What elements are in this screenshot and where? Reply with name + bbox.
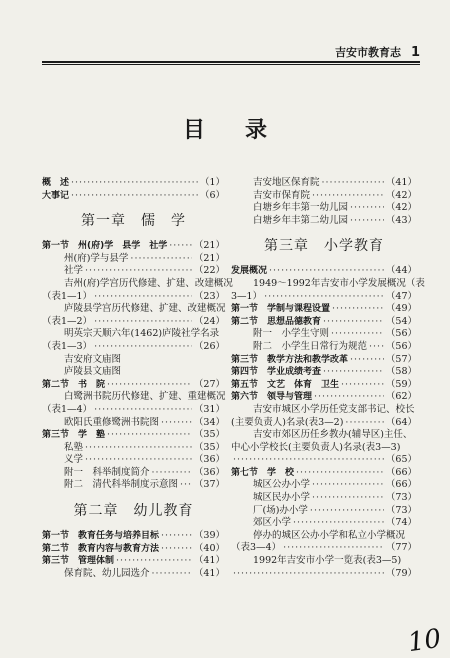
dot-leader xyxy=(314,391,384,404)
toc-entry[interactable] xyxy=(231,303,417,316)
toc-entry[interactable] xyxy=(231,366,417,379)
toc-entry-page: （41） xyxy=(193,567,225,579)
toc-entry-page: （35） xyxy=(193,429,225,441)
page-number: 1 xyxy=(410,44,420,60)
dot-leader xyxy=(233,454,384,467)
toc-entry-label: 厂(场)办小学 xyxy=(253,504,308,516)
chapter-heading[interactable]: 第三章 小学教育 xyxy=(264,238,384,255)
toc-entry[interactable] xyxy=(231,265,417,278)
dot-leader xyxy=(350,354,384,367)
toc-entry-label: （表1—3） xyxy=(42,340,93,352)
dot-leader xyxy=(116,555,192,568)
dot-leader xyxy=(264,291,384,304)
toc-entry-label: （表1—4） xyxy=(42,403,93,415)
toc-entry-label: 第一节 州(府)学 县学 社学 xyxy=(42,241,168,252)
dot-leader xyxy=(332,303,384,316)
toc-entry-label: 概 述 xyxy=(42,178,70,188)
toc-entry-label: 发展概况 xyxy=(231,266,268,277)
dot-leader xyxy=(107,429,192,442)
toc-entry-page: （6） xyxy=(199,189,225,201)
toc-entry-page: （43） xyxy=(385,214,417,226)
dot-leader xyxy=(161,530,192,543)
toc-entry-page: （21） xyxy=(193,240,225,252)
toc-entry[interactable] xyxy=(231,291,417,304)
dot-leader xyxy=(269,265,384,278)
toc-entry-page: （24） xyxy=(193,315,225,327)
toc-entry-label: 明英宗天顺六年(1462)庐陵社学名录 xyxy=(64,328,220,340)
dot-leader xyxy=(169,240,192,253)
toc-entry-label: （表1—2） xyxy=(42,315,93,327)
toc-entry[interactable] xyxy=(42,328,225,341)
dot-leader xyxy=(94,316,192,329)
dot-leader xyxy=(71,190,198,203)
toc-entry-page: （23） xyxy=(193,290,225,302)
toc-entry[interactable] xyxy=(42,354,225,367)
toc-entry-page: （66） xyxy=(385,479,417,491)
toc-entry-label: 第七节 学 校 xyxy=(231,467,295,478)
toc-entry[interactable] xyxy=(231,202,417,215)
toc-entry-page: （73） xyxy=(385,504,417,516)
toc-entry-label: 第二节 思想品德教育 xyxy=(231,316,322,327)
toc-entry-label: 吉安地区保育院 xyxy=(253,177,320,188)
toc-entry-page: （34） xyxy=(193,416,225,428)
toc-entry-page: （58） xyxy=(385,366,417,378)
header-rule-thick xyxy=(42,61,420,63)
toc-entry-label: 保育院、幼儿园选介 xyxy=(64,567,150,579)
toc-entry[interactable] xyxy=(231,404,417,417)
toc-entry-label: 第四节 学业成绩考查 xyxy=(231,367,322,378)
dot-leader xyxy=(161,543,192,556)
toc-entry-page: （79） xyxy=(385,567,417,579)
toc-entry-page: （41） xyxy=(385,177,417,188)
toc-entry[interactable] xyxy=(231,379,417,392)
toc-entry-page: （37） xyxy=(193,479,225,491)
toc-entry-page: （66） xyxy=(385,466,417,478)
dot-leader xyxy=(293,517,384,530)
dot-leader xyxy=(107,379,192,392)
toc-entry-page: （56） xyxy=(385,328,417,340)
dot-leader xyxy=(180,479,192,492)
chapter-heading[interactable]: 第二章 幼儿教育 xyxy=(73,503,194,520)
toc-entry-label: 第二节 教育内容与教育方法 xyxy=(42,543,160,554)
toc-entry-page: （54） xyxy=(385,315,417,327)
toc-entry[interactable] xyxy=(231,530,417,543)
toc-entry-page: （1） xyxy=(199,177,225,188)
toc-entry[interactable] xyxy=(231,316,417,329)
toc-entry-page: （41） xyxy=(193,555,225,567)
toc-entry-label: 附一 小学生守则 xyxy=(253,328,330,340)
toc-entry-label: 城区民办小学 xyxy=(253,492,311,504)
dot-leader xyxy=(130,253,191,266)
toc-entry[interactable] xyxy=(42,265,225,278)
toc-entry[interactable] xyxy=(42,555,225,568)
dot-leader xyxy=(85,454,192,467)
toc-entry[interactable] xyxy=(42,341,225,354)
toc-entry[interactable] xyxy=(42,240,225,253)
toc-entry-page: （35） xyxy=(193,441,225,453)
toc-title: 目录 xyxy=(182,118,307,143)
toc-entry-label: 城区公办小学 xyxy=(253,479,311,491)
toc-entry[interactable] xyxy=(231,391,417,404)
toc-entry-label: 白鹭洲书院历代修建、扩建、重建概况 xyxy=(64,391,226,403)
toc-entry-label: 第五节 文艺 体育 卫生 xyxy=(231,379,340,390)
toc-entry-label: 第一节 学制与课程设置 xyxy=(231,304,331,315)
toc-entry-label: 3—1） xyxy=(231,290,263,302)
toc-entry[interactable] xyxy=(231,542,417,555)
toc-entry[interactable] xyxy=(231,328,417,341)
dot-leader xyxy=(312,190,384,203)
toc-entry-page: （57） xyxy=(385,353,417,365)
toc-entry-label: 白塘乡年丰第一幼儿园 xyxy=(253,202,349,214)
header-rule-thin xyxy=(42,64,420,65)
toc-entry-label: 义学 xyxy=(64,454,84,466)
toc-entry-page: （44） xyxy=(385,265,417,277)
toc-entry-page: （22） xyxy=(193,265,225,277)
toc-entry[interactable] xyxy=(231,177,417,190)
toc-entry-page: （39） xyxy=(193,530,225,542)
toc-entry[interactable] xyxy=(231,429,417,442)
toc-entry[interactable] xyxy=(42,543,225,556)
toc-entry-page: （26） xyxy=(193,340,225,352)
toc-entry[interactable] xyxy=(231,417,417,430)
dot-leader xyxy=(296,467,384,480)
dot-leader xyxy=(94,291,192,304)
toc-entry[interactable] xyxy=(231,354,417,367)
dot-leader xyxy=(94,341,192,354)
toc-entry[interactable] xyxy=(231,442,417,455)
toc-entry-label: 郊区小学 xyxy=(253,517,292,529)
toc-entry-label: 吉安市郊区历任乡教办(辅导区)主任、 xyxy=(253,429,413,441)
dot-leader xyxy=(312,492,384,505)
toc-entry[interactable] xyxy=(42,190,225,203)
dot-leader xyxy=(283,542,384,555)
toc-entry[interactable] xyxy=(42,277,233,291)
dot-leader xyxy=(312,479,384,492)
toc-entry-label: 第三节 教学方法和教学改革 xyxy=(231,354,349,365)
dot-leader xyxy=(152,467,192,480)
dot-leader xyxy=(71,177,198,190)
toc-entry[interactable] xyxy=(42,253,225,266)
toc-entry[interactable] xyxy=(231,517,417,530)
toc-entry[interactable] xyxy=(42,454,225,467)
toc-entry-page: （74） xyxy=(385,517,417,529)
toc-entry-page: （42） xyxy=(385,189,417,201)
toc-entry[interactable] xyxy=(42,404,225,417)
dot-leader xyxy=(161,417,192,430)
toc-entry-label: 吉州(府)学宫历代修建、扩建、改建概况 xyxy=(64,277,233,289)
dot-leader xyxy=(369,341,384,354)
toc-entry-page: （64） xyxy=(385,416,417,428)
toc-entry-label: 第三节 学 塾 xyxy=(42,430,106,441)
toc-entry-page: （47） xyxy=(385,290,417,302)
toc-entry-page: （21） xyxy=(193,252,225,264)
toc-entry-label: 第一节 教育任务与培养目标 xyxy=(42,531,160,542)
dot-leader xyxy=(350,202,384,215)
toc-entry-page: （36） xyxy=(193,454,225,466)
dot-leader xyxy=(323,316,384,329)
toc-right-column xyxy=(231,177,425,580)
toc-entry-label: 庐陵县学宫历代修建、扩建、改建概况 xyxy=(64,303,226,315)
toc-entry[interactable] xyxy=(231,454,417,467)
toc-entry-label: 大事记 xyxy=(42,190,70,201)
toc-left-column xyxy=(42,177,233,580)
toc-entry[interactable] xyxy=(42,291,225,304)
toc-entry-label: 中心小学校长(主要负责人)名录(表3—3) xyxy=(231,441,401,453)
toc-entry-page: （65） xyxy=(385,454,417,466)
toc-entry[interactable] xyxy=(231,277,425,291)
toc-entry-label: 附一 科举制度简介 xyxy=(64,466,150,478)
dot-leader xyxy=(345,417,383,430)
toc-entry-label: (主要负责人)名录(表3—2) xyxy=(231,416,344,428)
toc-entry-label: 吉安府文庙图 xyxy=(64,353,122,365)
dot-leader xyxy=(310,505,384,518)
toc-entry[interactable] xyxy=(42,366,225,379)
toc-entry[interactable] xyxy=(231,492,417,505)
toc-entry-page: （73） xyxy=(385,492,417,504)
toc-entry[interactable] xyxy=(231,467,417,480)
toc-entry[interactable] xyxy=(42,303,225,316)
toc-entry[interactable] xyxy=(231,215,417,228)
toc-entry[interactable] xyxy=(42,429,225,442)
dot-leader xyxy=(322,177,384,190)
toc-entry-label: 1992年吉安市小学一览表(表3—5) xyxy=(253,555,402,567)
toc-entry-page: （56） xyxy=(385,340,417,352)
toc-entry[interactable] xyxy=(231,341,417,354)
book-title: 吉安市教育志 xyxy=(334,46,401,59)
toc-entry-label: 州(府)学与县学 xyxy=(64,252,129,264)
toc-entry[interactable] xyxy=(42,479,225,492)
toc-entry-label: 停办的城区公办小学和私立小学概况 xyxy=(253,529,406,541)
dot-leader xyxy=(341,379,384,392)
dot-leader xyxy=(152,568,192,581)
toc-entry[interactable] xyxy=(42,442,225,455)
toc-entry-label: 欧阳氏重修鹭洲书院图 xyxy=(64,416,160,428)
toc-entry-label: 附二 清代科举制度示意图 xyxy=(64,479,179,491)
toc-entry-label: 庐陵县文庙图 xyxy=(64,366,122,378)
toc-entry[interactable] xyxy=(231,568,417,581)
toc-entry-label: 吉安市保育院 xyxy=(253,189,311,201)
toc-entry-label: 社学 xyxy=(64,265,84,277)
toc-entry-label: 吉安市城区小学历任党支部书记、校长 xyxy=(253,403,415,415)
toc-entry-page: （27） xyxy=(193,378,225,390)
chapter-heading[interactable]: 第一章 儒 学 xyxy=(81,213,186,230)
toc-entry-page: （40） xyxy=(193,542,225,554)
toc-entry[interactable] xyxy=(42,379,225,392)
handwritten-page-mark: 10 xyxy=(406,623,444,658)
toc-entry-label: 第三节 管理体制 xyxy=(42,556,115,567)
toc-entry-label: 第二节 书 院 xyxy=(42,379,106,390)
toc-entry[interactable] xyxy=(42,177,225,190)
toc-entry-label: 私塾 xyxy=(64,441,84,453)
toc-entry-label: 白塘乡年丰第二幼儿园 xyxy=(253,214,349,226)
dot-leader xyxy=(94,404,192,417)
toc-entry-label: 附二 小学生日常行为规范 xyxy=(253,340,368,352)
dot-leader xyxy=(350,215,384,228)
toc-entry[interactable] xyxy=(42,417,225,430)
toc-entry[interactable] xyxy=(42,391,225,404)
toc-entry[interactable] xyxy=(231,505,417,518)
dot-leader xyxy=(85,265,192,278)
dot-leader xyxy=(331,328,384,341)
toc-entry[interactable] xyxy=(231,190,417,203)
toc-entry-label: （表3—4） xyxy=(231,542,282,554)
toc-entry-page: （62） xyxy=(385,391,417,403)
toc-entry[interactable] xyxy=(231,555,417,568)
toc-entry[interactable] xyxy=(42,467,225,480)
toc-entry[interactable] xyxy=(42,568,225,581)
toc-entry-page: （77） xyxy=(385,542,417,554)
toc-entry-page: （31） xyxy=(193,403,225,415)
toc-entry-page: （42） xyxy=(385,202,417,214)
toc-entry-page: （59） xyxy=(385,378,417,390)
toc-entry-page: （36） xyxy=(193,466,225,478)
toc-entry-label: 1949～1992年吉安市小学发展概况（表 xyxy=(253,277,425,289)
toc-entry-page: （49） xyxy=(385,303,417,315)
dot-leader xyxy=(85,442,192,455)
dot-leader xyxy=(233,568,384,581)
toc-entry[interactable] xyxy=(42,530,225,543)
toc-entry[interactable] xyxy=(231,479,417,492)
toc-entry[interactable] xyxy=(42,316,225,329)
toc-entry-label: （表1—1） xyxy=(42,290,93,302)
running-header xyxy=(42,44,420,60)
dot-leader xyxy=(323,366,384,379)
toc-entry-label: 第六节 领导与管理 xyxy=(231,392,313,403)
